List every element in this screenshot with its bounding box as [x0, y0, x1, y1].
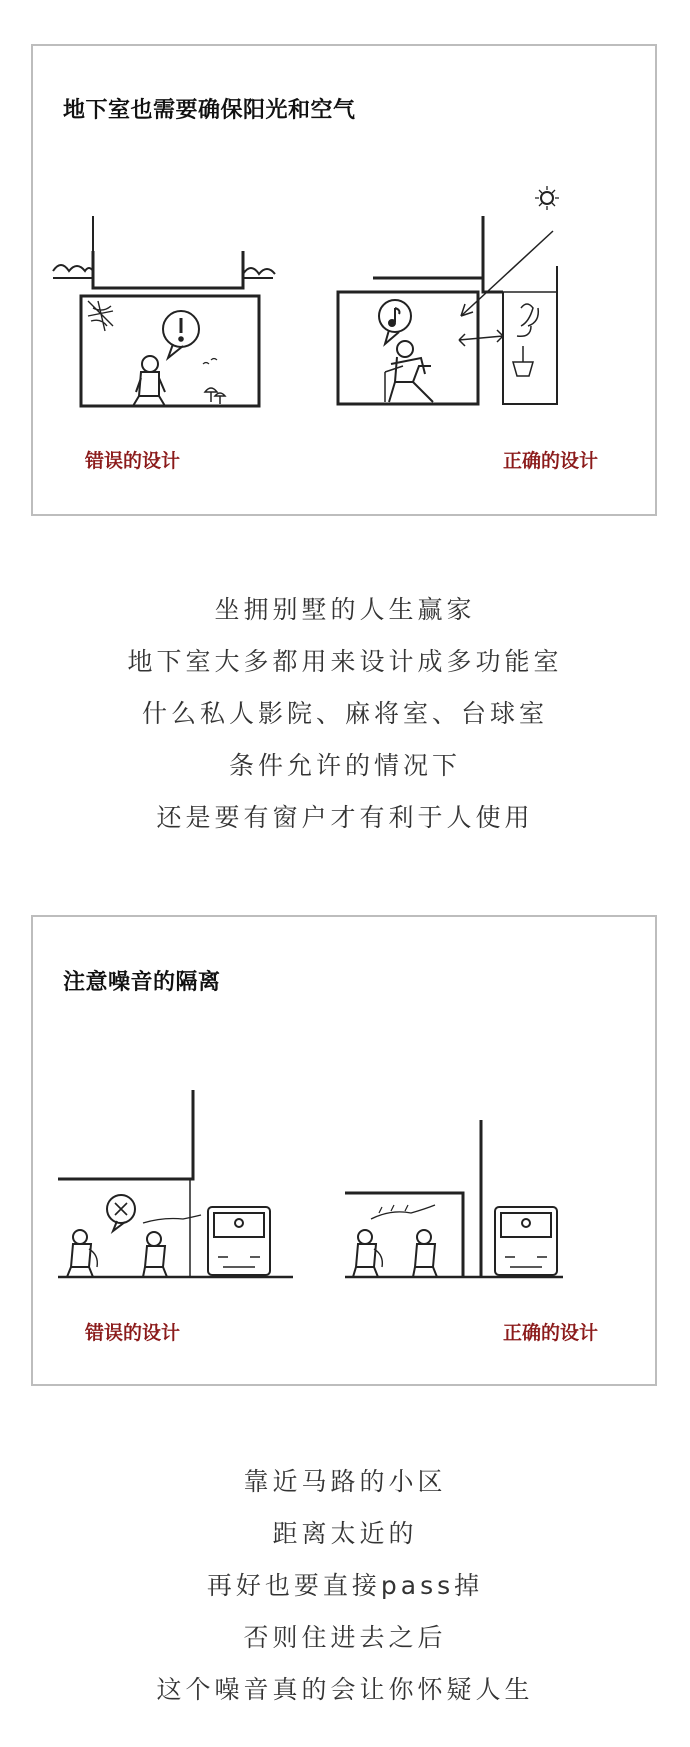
wrong-bus [208, 1207, 270, 1275]
text-line: 再好也要直接pass掉 [206, 1571, 484, 1600]
text-line: 否则住进去之后 [243, 1623, 447, 1652]
card-title: 地下室也需要确保阳光和空气 [63, 98, 356, 123]
wrong-design-label: 错误的设计 [85, 450, 181, 472]
shrub-right [243, 268, 275, 274]
basement-illustration-card [31, 44, 657, 516]
text-line: 距离太近的 [272, 1519, 418, 1548]
noise-illustration-card [31, 915, 657, 1386]
text-line: 这个噪音真的会让你怀疑人生 [156, 1675, 534, 1704]
right-house-wall [373, 216, 483, 278]
text-line: 靠近马路的小区 [243, 1467, 447, 1496]
wrong-design-label: 错误的设计 [85, 1322, 181, 1344]
wrong-building-wall [58, 1090, 193, 1179]
right-design-label: 正确的设计 [503, 1322, 599, 1344]
text-line: 条件允许的情况下 [228, 751, 461, 780]
shrub-left [53, 265, 93, 271]
right-bus [495, 1207, 557, 1275]
noise-sketch [33, 917, 655, 1384]
text-line: 还是要有窗户才有利于人使用 [156, 803, 534, 832]
text-block-noise [0, 1456, 690, 1716]
right-basement-room [338, 292, 478, 404]
basement-sketch [33, 46, 655, 514]
text-line: 坐拥别墅的人生赢家 [214, 595, 476, 624]
text-block-basement [0, 584, 690, 844]
text-line: 地下室大多都用来设计成多功能室 [127, 647, 563, 676]
text-line: 什么私人影院、麻将室、台球室 [141, 699, 548, 728]
card-title: 注意噪音的隔离 [63, 970, 221, 995]
wrong-house-walls [93, 251, 243, 288]
right-design-label: 正确的设计 [503, 450, 599, 472]
wrong-ground-left [53, 216, 93, 286]
spider-web [88, 301, 113, 331]
